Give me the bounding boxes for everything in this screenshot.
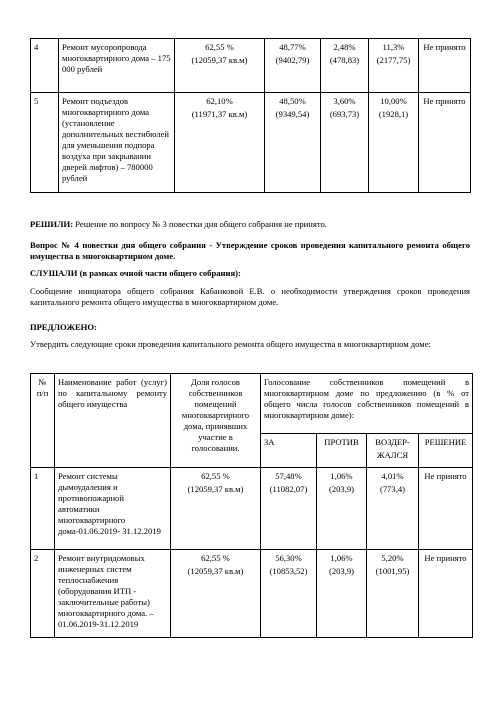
- work-name: Ремонт системы дымоудаления и противопожарной автоматики многоквартирного дома-01.06.2019- 31.12.2019: [55, 468, 171, 550]
- share-cell: 62,55 % (12059,37 кв.м): [175, 39, 265, 93]
- proposed-text: Утвердить следующие сроки проведения капитального ремонта общего имущества в многоквартирном доме:: [30, 339, 431, 349]
- against-cell: 2,48% (478,83): [321, 39, 369, 93]
- row-number: 2: [31, 550, 55, 638]
- table-row: [31, 93, 471, 193]
- header-decision: РЕШЕНИЕ: [419, 434, 473, 468]
- against-cell: 1,06% (203,9): [317, 468, 367, 550]
- share-cell: 62,55 % (12059,37 кв.м): [171, 550, 261, 638]
- for-cell: 48,77% (9402,79): [265, 39, 321, 93]
- abstained-cell: 11,3% (2177,75): [369, 39, 419, 93]
- against-cell: 1,06% (203,9): [317, 550, 367, 638]
- heard-label: СЛУШАЛИ (в рамках очной части общего собрания):: [30, 268, 241, 278]
- table-row: [31, 468, 473, 550]
- header-abstained: ВОЗДЕР- ЖАЛСЯ: [367, 434, 419, 468]
- header-row: [31, 374, 473, 434]
- decision-cell: Не принято: [419, 468, 473, 550]
- for-cell: 48,50% (9349,54): [265, 93, 321, 193]
- row-number: 5: [31, 93, 59, 193]
- header-share: Доля голосов собственников помещений многоквартирного дома, принявших участие в голосовании.: [171, 374, 261, 468]
- header-for: ЗА: [261, 434, 317, 468]
- work-name: Ремонт подъездов многоквартирного дома (установление дополнительных вестибюлей для уменьшения подпора воздуха при закрывании дверей лифтов) – 780000 рублей: [59, 93, 175, 193]
- share-cell: 62,10% (11971,37 кв.м): [175, 93, 265, 193]
- for-cell: 57,48% (11082,07): [261, 468, 317, 550]
- abstained-cell: 4,01% (773,4): [367, 468, 419, 550]
- results-table-q3: [30, 38, 471, 193]
- decision-cell: Не принято: [419, 550, 473, 638]
- work-name: Ремонт мусоропровода многоквартирного дома – 175 000 рублей: [59, 39, 175, 93]
- table-row: [31, 39, 471, 93]
- row-number: 1: [31, 468, 55, 550]
- against-cell: 3,60% (693,73): [321, 93, 369, 193]
- row-number: 4: [31, 39, 59, 93]
- decision-cell: Не принято: [419, 39, 471, 93]
- abstained-cell: 5,20% (1001,95): [367, 550, 419, 638]
- schedule-table: [30, 373, 473, 638]
- resolved-paragraph: РЕШИЛИ: Решение по вопросу № 3 повестки дня общего собрания не принято.: [30, 219, 327, 229]
- work-name: Ремонт внутридомовых инженерных систем теплоснабжения (оборудования ИТП - заключительные работы) многоквартирного дома. – 01.06.2019-31.12.2019: [55, 550, 171, 638]
- header-voting: Голосование собственников помещений в многоквартирном доме по предложению (в % от общего числа голосов собственников помещений в многоквартирном доме):: [261, 374, 473, 434]
- share-cell: 62,55 % (12059,37 кв.м): [171, 468, 261, 550]
- header-number: № п/п: [31, 374, 55, 468]
- table-row: [31, 550, 473, 638]
- proposed-label: ПРЕДЛОЖЕНО:: [30, 322, 97, 332]
- question-4-heading: Вопрос № 4 повестки дня общего собрания - Утверждение сроков проведения капитального ремонта общего имущества в многоквартирном доме.: [30, 240, 470, 261]
- decision-cell: Не принято: [419, 93, 471, 193]
- for-cell: 56,30% (10853,52): [261, 550, 317, 638]
- abstained-cell: 10,00% (1928,1): [369, 93, 419, 193]
- heard-text: Сообщение инициатора общего собрания Кабанковой Е.В. о необходимости утверждения сроков проведения капитального ремонта общего имущества в многоквартирном доме.: [30, 286, 470, 307]
- header-against: ПРОТИВ: [317, 434, 367, 468]
- header-work-name: Наименование работ (услуг) по капитальному ремонту общего имущества: [55, 374, 171, 468]
